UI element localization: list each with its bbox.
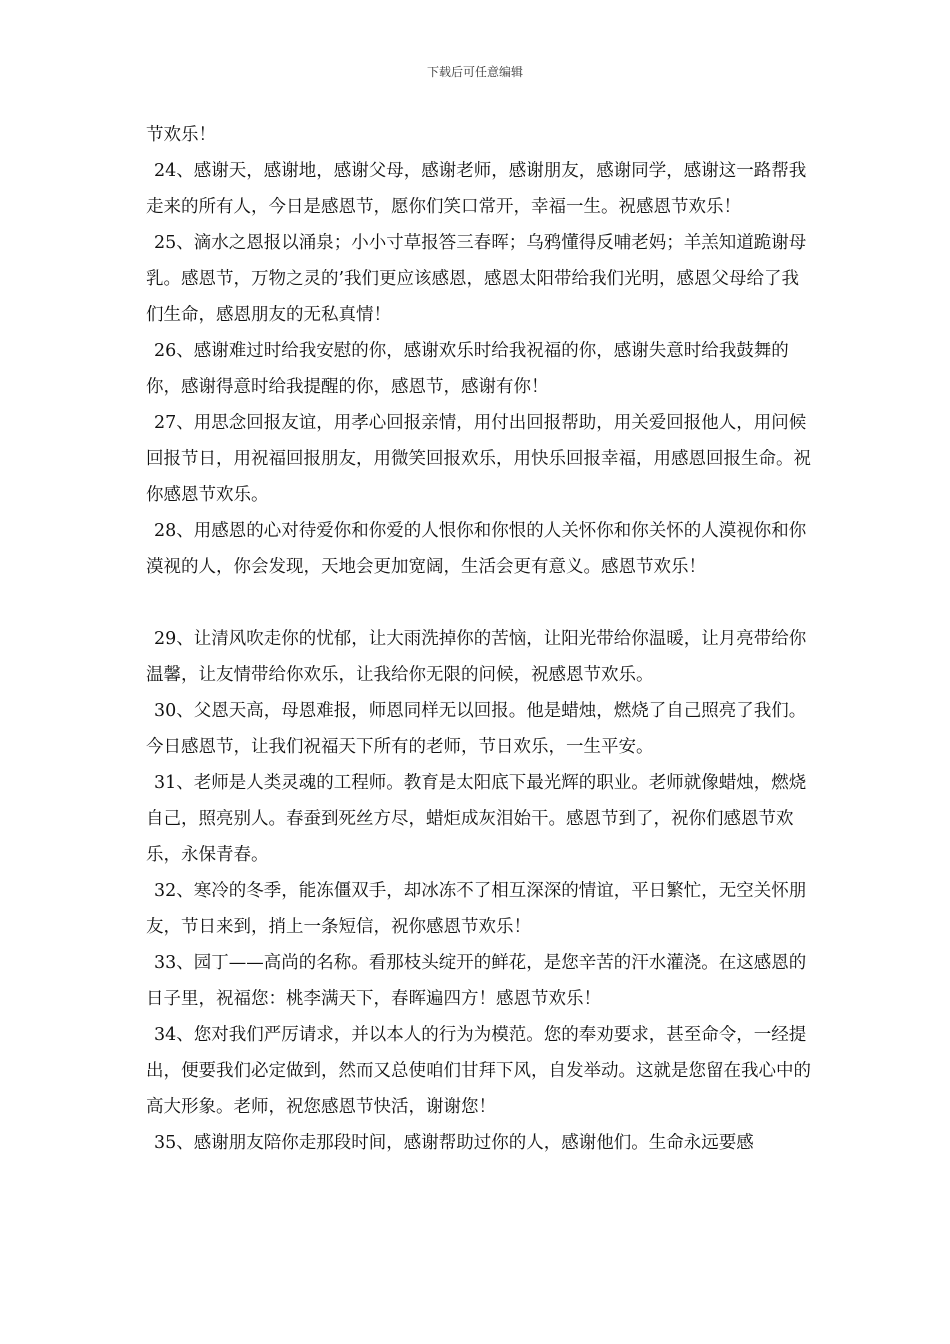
paragraph-28: 28、用感恩的心对待爱你和你爱的人恨你和你恨的人关怀你和你关怀的人漠视你和你漠视的人，你会发现，天地会更加宽阔，生活会更有意义。感恩节欢乐！ [146,521,807,577]
paragraph-31: 31、老师是人类灵魂的工程师。教育是太阳底下最光辉的职业。老师就像蜡烛，燃烧自己，照亮别人。春蚕到死丝方尽，蜡炬成灰泪始干。感恩节到了，祝你们感恩节欢乐，永保青春。 [146,773,807,865]
paragraph-34: 34、您对我们严厉请求，并以本人的行为为模范。您的奉劝要求，甚至命令，一经提出，便要我们必定做到，然而又总使咱们甘拜下风，自发举动。这就是您留在我心中的高大形象。老师，祝您感恩节快活，谢谢您！ [146,1025,811,1117]
paragraph-30: 30、父恩天高，母恩难报，师恩同样无以回报。他是蜡烛，燃烧了自己照亮了我们。今日感恩节，让我们祝福天下所有的老师，节日欢乐，一生平安。 [146,701,807,757]
paragraph-33: 33、园丁——高尚的名称。看那枝头绽开的鲜花，是您辛苦的汗水灌浇。在这感恩的日子里，祝福您：桃李满天下，春晖遍四方！感恩节欢乐！ [146,953,807,1009]
page-header: 下载后可任意编辑 [426,65,523,79]
paragraph-24: 24、感谢天，感谢地，感谢父母，感谢老师，感谢朋友，感谢同学，感谢这一路帮我走来的所有人，今日是感恩节，愿你们笑口常开，幸福一生。祝感恩节欢乐！ [146,161,807,217]
paragraph-26: 26、感谢难过时给我安慰的你，感谢欢乐时给我祝福的你，感谢失意时给我鼓舞的你，感谢得意时给我提醒的你，感恩节，感谢有你！ [146,341,789,397]
paragraph-27: 27、用思念回报友谊，用孝心回报亲情，用付出回报帮助，用关爱回报他人，用问候回报节日，用祝福回报朋友，用微笑回报欢乐，用快乐回报幸福，用感恩回报生命。祝你感恩节欢乐。 [146,413,811,505]
paragraph-25: 25、滴水之恩报以涌泉；小小寸草报答三春晖；乌鸦懂得反哺老妈；羊羔知道跪谢母乳。感恩节，万物之灵的’我们更应该感恩，感恩太阳带给我们光明，感恩父母给了我们生命，感恩朋友的无私真情！ [146,233,807,325]
paragraph-29: 29、让清风吹走你的忧郁，让大雨洗掉你的苦恼，让阳光带给你温暖，让月亮带给你温馨，让友情带给你欢乐，让我给你无限的问候，祝感恩节欢乐。 [146,629,807,685]
paragraph-continuation: 节欢乐！ [146,125,216,145]
document-body [146,117,816,1161]
blank-line [146,585,816,621]
paragraph-32: 32、寒冷的冬季，能冻僵双手，却冰冻不了相互深深的情谊，平日繁忙，无空关怀朋友，节日来到，捎上一条短信，祝你感恩节欢乐！ [146,881,807,937]
paragraph-35: 35、感谢朋友陪你走那段时间，感谢帮助过你的人，感谢他们。生命永远要感 [154,1133,754,1153]
